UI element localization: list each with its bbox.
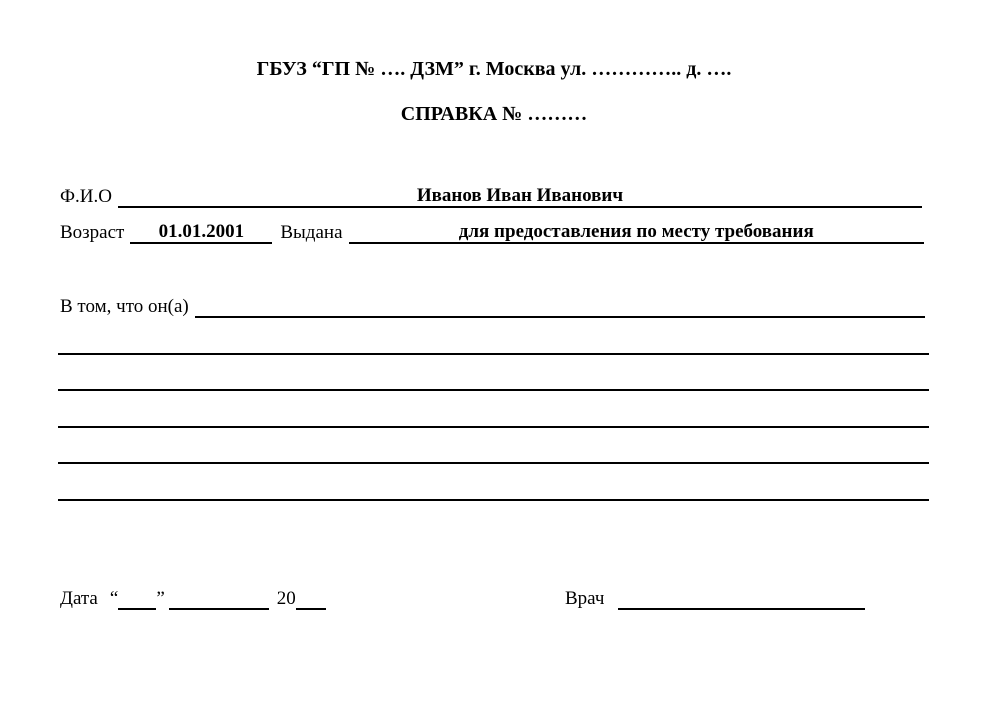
date-close-quote: ” [156, 588, 165, 609]
age-underline [130, 219, 272, 244]
blank-line-2 [58, 389, 929, 391]
blank-line-3 [58, 426, 929, 428]
clinic-header: ГБУЗ “ГП № …. ДЗМ” г. Москва ул. ………….. д. …. [256, 58, 732, 80]
statement-row [60, 295, 925, 318]
age-label: Возраст [60, 222, 125, 243]
age-issued-row [60, 221, 924, 244]
date-month-underline [169, 585, 269, 610]
date-day-underline [118, 585, 156, 610]
date-open-quote: “ [109, 588, 119, 609]
fio-label: Ф.И.О [60, 186, 112, 207]
statement-underline [195, 293, 925, 318]
doctor-row [565, 587, 865, 610]
doctor-label: Врач [565, 588, 605, 609]
fio-underline [118, 183, 922, 208]
issued-label: Выдана [280, 222, 343, 243]
fio-row [60, 185, 922, 208]
issued-underline [349, 219, 925, 244]
date-year-underline [296, 585, 326, 610]
certificate-title: СПРАВКА № ……… [400, 103, 588, 125]
blank-line-5 [58, 499, 929, 501]
fio-value: Иванов Иван Иванович [407, 185, 633, 208]
year-century-prefix: 20 [276, 588, 296, 609]
blank-line-4 [58, 462, 929, 464]
date-label: Дата [60, 588, 98, 609]
date-row [60, 587, 326, 610]
statement-label: В том, что он(а) [60, 296, 189, 317]
age-value: 01.01.2001 [149, 221, 255, 244]
issued-value: для предоставления по месту требования [449, 221, 824, 244]
doctor-signature-underline [618, 585, 865, 610]
blank-line-1 [58, 353, 929, 355]
